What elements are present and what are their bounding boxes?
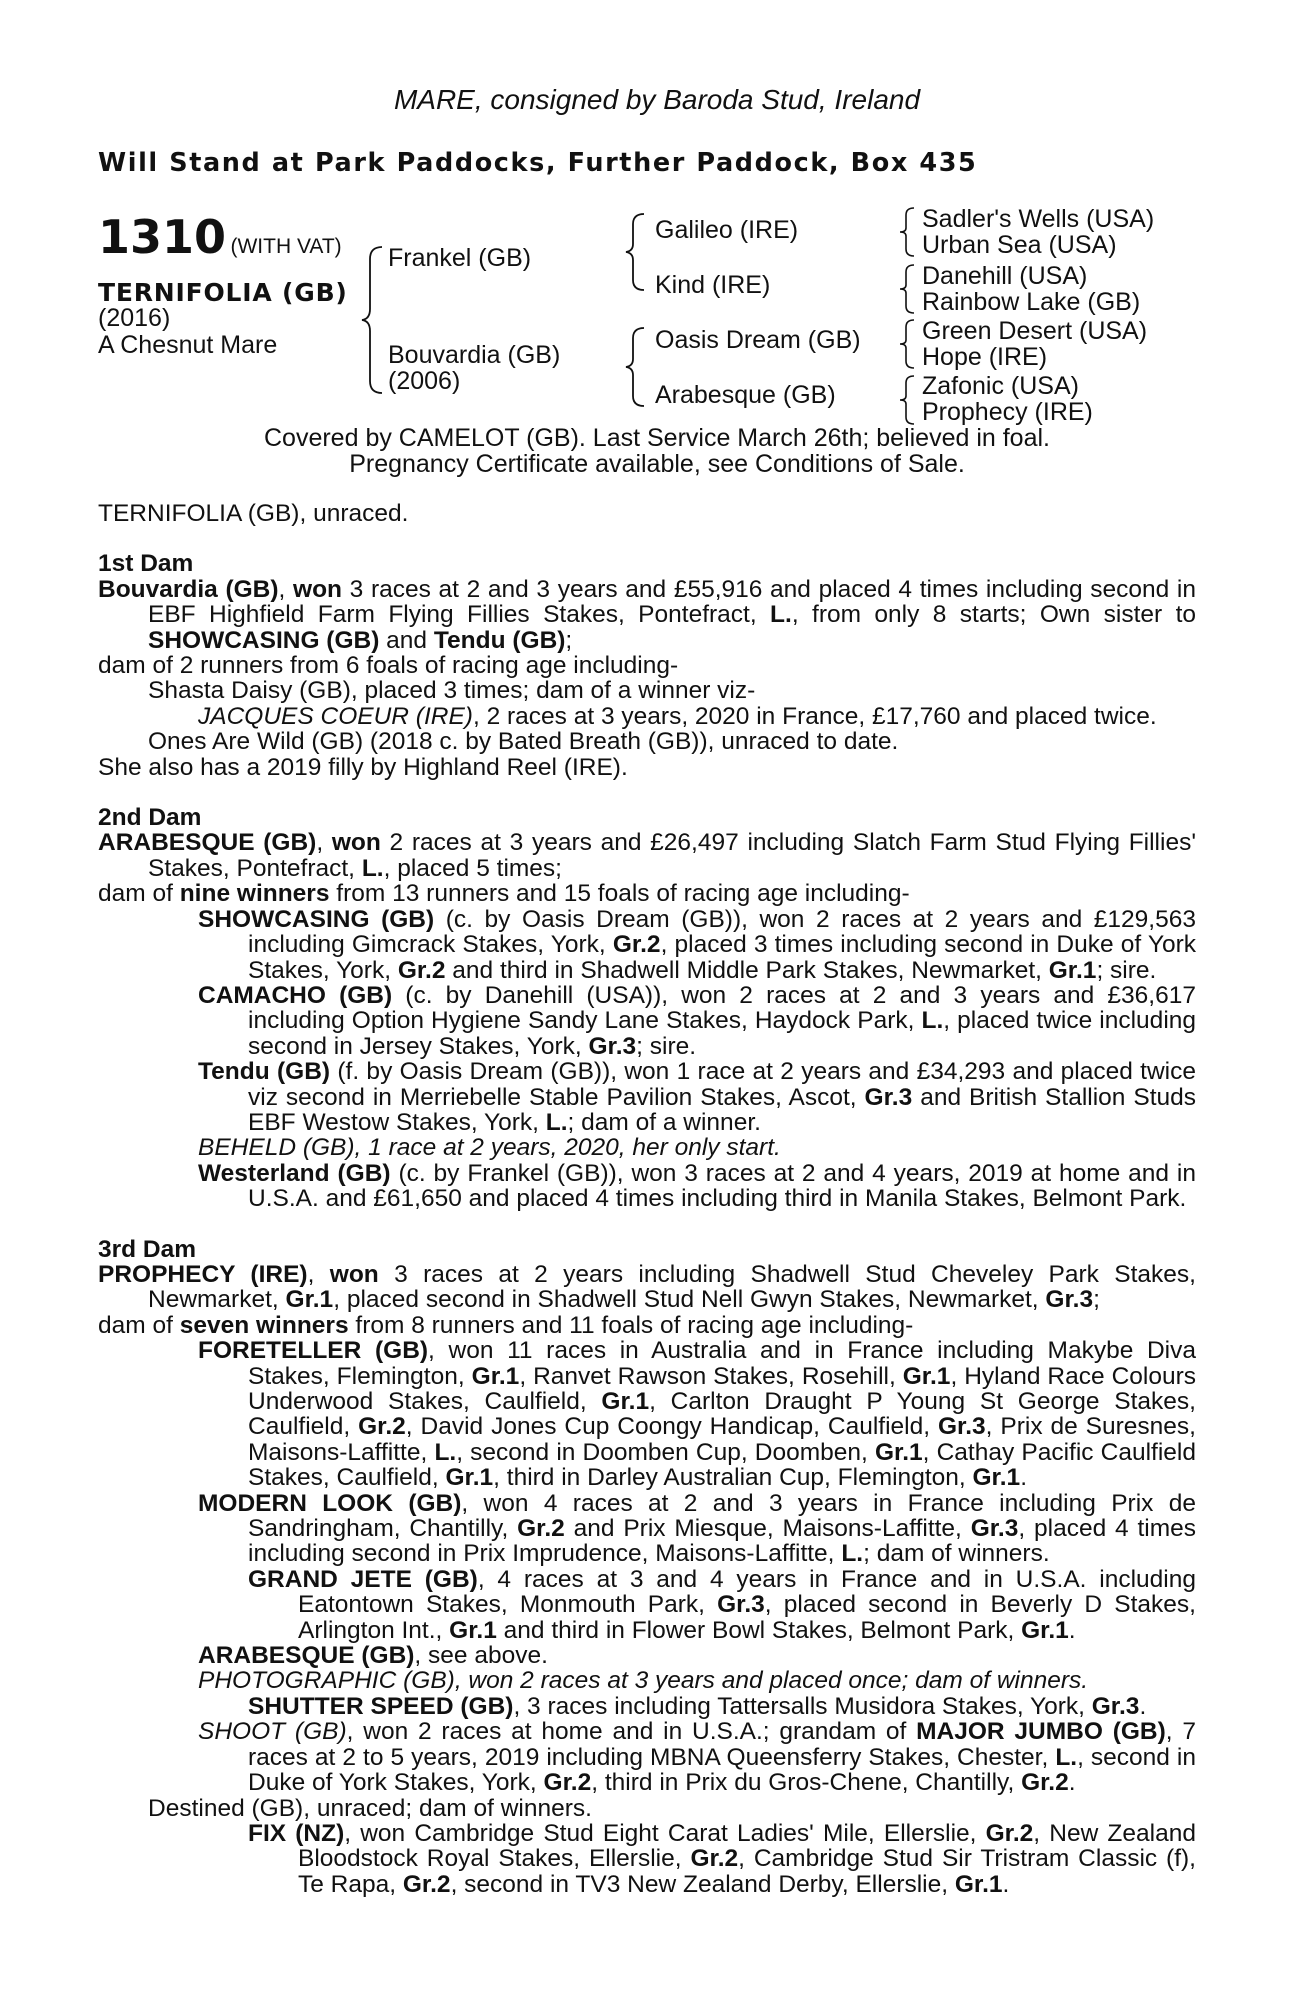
lot-number: 1310	[98, 210, 227, 264]
vat-note: (WITH VAT)	[230, 235, 342, 258]
produce-showcasing	[98, 907, 1196, 983]
produce-modern-look: MODERN LOOK (GB), won 4 races at 2 and 3 years in France including Prix de Sandringham, Chantilly, Gr.2 and Prix Miesque, Maisons-Laffitte, Gr.3, placed 4 times including second in Prix Imprudence, Maisons-Laffitte, L.; dam of winners.	[198, 1489, 1196, 1568]
first-dam-text-2: , from only 8 starts; Own sister to	[791, 601, 1196, 629]
produce-shasta-daisy: Shasta Daisy (GB), placed 3 times; dam of a winner viz-	[148, 677, 756, 705]
text: ;	[1093, 1286, 1100, 1314]
semicolon: ;	[565, 626, 573, 654]
first-dam-name: Bouvardia (GB)	[98, 575, 279, 603]
won-label: won	[331, 829, 381, 857]
text: , placed second in Shadwell Stud Nell Gwyn Stakes, Newmarket,	[333, 1286, 1046, 1314]
third-dam-produce-intro	[98, 1313, 1196, 1338]
second-dam-text-2: , placed 5 times;	[383, 854, 562, 882]
text: (f. by Oasis Dream (GB)), won 1 race at 2 years and £34,293 and placed twice viz second in Merriebelle Stable Pavilion Stakes, Ascot,	[248, 1058, 1196, 1111]
covering-line-1: Covered by CAMELOT (GB). Last Service March 26th; believed in foal.	[264, 424, 1050, 452]
produce-jacques-coeur	[98, 704, 1196, 729]
pedigree-brace-4c	[898, 318, 918, 370]
third-dam-record: PROPHECY (IRE), won 3 races at 2 years including Shadwell Stud Cheveley Park Stakes, Newmarket, Gr.1, placed second in Shadwell Stud Nell Gwyn Stakes, Newmarket, Gr.3;	[98, 1260, 1196, 1314]
listed-label: L.	[921, 1007, 944, 1035]
arabesque-name: ARABESQUE (GB)	[198, 1642, 415, 1670]
pedigree-sdd: Rainbow Lake (GB)	[922, 288, 1141, 316]
produce-2019-filly: She also has a 2019 filly by Highland Reel (IRE).	[98, 753, 628, 781]
lot-name: TERNIFOLIA (GB)	[98, 278, 348, 307]
pedigree-dam-dam: Arabesque (GB)	[655, 381, 836, 409]
pedigree-ssd: Urban Sea (USA)	[922, 231, 1117, 259]
produce-ones-are-wild: Ones Are Wild (GB) (2018 c. by Bated Breath (GB)), unraced to date.	[148, 728, 899, 756]
grade-label: Gr.1	[1048, 956, 1097, 984]
pedigree-dam-year: (2006)	[388, 367, 461, 395]
grade-label: Gr.3	[1045, 1286, 1094, 1314]
first-dam-text: 3 races at 2 and 3 years and £55,916 and placed 4 times including second in EBF Highfield Farm Flying Fillies Stakes, Pontefract,	[148, 575, 1196, 629]
second-dam-text: 2 races at 3 years and £26,497 including Slatch Farm Stud Flying Fillies' Stakes, Pontefract,	[148, 829, 1196, 882]
pedigree-brace-sire-dam	[360, 245, 390, 395]
text: (c. by Danehill (USA)), won 2 races at 2 and 3 years and £36,617 including Option Hygiene Sandy Lane Stakes, Haydock Park,	[248, 981, 1196, 1035]
produce-photographic: PHOTOGRAPHIC (GB), won 2 races at 3 years and placed once; dam of winners.	[198, 1667, 1089, 1695]
second-dam-heading: 2nd Dam	[98, 804, 202, 832]
covering-line-2: Pregnancy Certificate available, see Conditions of Sale.	[349, 450, 965, 478]
foreteller-name: FORETELLER (GB)	[198, 1337, 429, 1365]
lot-year: (2016)	[98, 304, 171, 332]
dam-of: dam of	[98, 1311, 180, 1339]
pedigree-brace-4d	[898, 374, 918, 426]
second-dam-record: ARABESQUE (GB), won 2 races at 3 years and £26,497 including Slatch Farm Stud Flying Fillies' Stakes, Pontefract, L., placed 5 times;	[98, 829, 1196, 882]
produce-tendu	[98, 1059, 1196, 1135]
pedigree-sire: Frankel (GB)	[388, 244, 532, 272]
showcasing-name: SHOWCASING (GB)	[198, 905, 435, 933]
text: 3 races at 2 years including Shadwell Stud Cheveley Park Stakes, Newmarket,	[148, 1260, 1196, 1314]
westerland-name: Westerland (GB)	[198, 1159, 391, 1187]
shoot-name: SHOOT (GB)	[198, 1718, 347, 1746]
third-dam-name: PROPHECY (IRE)	[98, 1260, 308, 1288]
text: , placed twice including second in Jersey Stakes, York,	[248, 1007, 1197, 1060]
pedigree-ddd: Prophecy (IRE)	[922, 398, 1093, 426]
pedigree-dam: Bouvardia (GB)	[388, 341, 561, 369]
text: and British Stallion Studs EBF Westow Stakes, York,	[248, 1083, 1197, 1136]
second-dam-name: ARABESQUE (GB)	[98, 829, 317, 857]
camacho-name: CAMACHO (GB)	[198, 981, 393, 1009]
pedigree-sire-dam: Kind (IRE)	[655, 271, 771, 299]
grand-jete-name: GRAND JETE (GB)	[248, 1565, 478, 1593]
jacques-coeur-name: JACQUES COEUR (IRE)	[198, 702, 473, 730]
pedigree-sire-sire: Galileo (IRE)	[655, 216, 799, 244]
modern-look-name: MODERN LOOK (GB)	[198, 1489, 462, 1517]
produce-fix: FIX (NZ), won Cambridge Stud Eight Carat Ladies' Mile, Ellerslie, Gr.2, New Zealand Bloodstock Royal Stakes, Ellerslie, Gr.2, Cambridge Stud Sir Tristram Classic (f), Te Rapa, Gr.2, second in TV3 New Zealand Derby, Ellerslie, Gr.1.	[248, 1819, 1196, 1898]
dam-of: dam of	[98, 880, 180, 908]
third-dam-heading: 3rd Dam	[98, 1235, 197, 1263]
first-dam-heading: 1st Dam	[98, 550, 194, 578]
grade-label: Gr.2	[612, 931, 661, 959]
intro-line: TERNIFOLIA (GB), unraced.	[98, 500, 409, 527]
major-jumbo-name: MAJOR JUMBO (GB)	[916, 1718, 1166, 1746]
produce-foreteller: FORETELLER (GB), won 11 races in Australia and in France including Makybe Diva Stakes, Flemington, Gr.1, Ranvet Rawson Stakes, Rosehill, Gr.1, Hyland Race Colours Underwood Stakes, Caulfield, Gr.1, Carlton Draught P Young St George Stakes, Caulfield, Gr.2, David Jones Cup Coongy Handicap, Caulfield, Gr.3, Prix de Suresnes, Maisons-Laffitte, L., second in Doomben Cup, Doomben, Gr.1, Cathay Pacific Caulfield Stakes, Caulfield, Gr.1, third in Darley Australian Cup, Flemington, Gr.1.	[198, 1337, 1197, 1492]
produce-beheld: BEHELD (GB), 1 race at 2 years, 2020, her only start.	[198, 1134, 781, 1162]
pedigree-dsd: Hope (IRE)	[922, 343, 1048, 371]
won-label: won	[329, 1260, 379, 1288]
produce-intro-rest: from 13 runners and 15 foals of racing age including-	[329, 880, 910, 908]
pedigree-dss: Green Desert (USA)	[922, 317, 1148, 345]
text: and third in Shadwell Middle Park Stakes, Newmarket,	[445, 956, 1049, 984]
lot-description: A Chesnut Mare	[98, 331, 278, 359]
pedigree-dam-sire: Oasis Dream (GB)	[655, 326, 861, 354]
and-text: and	[379, 626, 434, 654]
pedigree-brace-dam-line	[624, 326, 650, 408]
sibling-tendu: Tendu (GB)	[433, 626, 566, 654]
fix-name: FIX (NZ)	[248, 1819, 345, 1847]
produce-intro-rest: from 8 runners and 11 foals of racing age including-	[348, 1311, 914, 1339]
lot-number-row	[98, 210, 342, 264]
shutter-speed-name: SHUTTER SPEED (GB)	[248, 1692, 514, 1720]
pedigree-brace-sire-line	[624, 212, 650, 292]
stand-line: Will Stand at Park Paddocks, Further Paddock, Box 435	[98, 148, 978, 178]
first-dam-produce-intro: dam of 2 runners from 6 foals of racing age including-	[98, 652, 679, 680]
catalogue-body	[98, 501, 1196, 1897]
grade-label: Gr.1	[285, 1286, 334, 1314]
text: ; sire.	[1096, 956, 1157, 984]
text: ; dam of a winner.	[567, 1108, 761, 1136]
produce-shutter-speed: SHUTTER SPEED (GB), 3 races including Tattersalls Musidora Stakes, York, Gr.3.	[248, 1692, 1147, 1720]
listed-label: L.	[770, 601, 792, 629]
produce-grand-jete: GRAND JETE (GB), 4 races at 3 and 4 years in France and in U.S.A. including Eatontown Stakes, Monmouth Park, Gr.3, placed second in Beverly D Stakes, Arlington Int., Gr.1 and third in Flower Bowl Stakes, Belmont Park, Gr.1.	[248, 1565, 1196, 1644]
grade-label: Gr.3	[588, 1032, 637, 1060]
text: , placed 3 times including second in Duke of York Stakes, York,	[248, 931, 1196, 984]
text: ; sire.	[636, 1032, 697, 1060]
nine-winners: nine winners	[179, 880, 330, 908]
pedigree-sds: Danehill (USA)	[922, 262, 1088, 290]
tendu-name: Tendu (GB)	[198, 1058, 331, 1086]
listed-label: L.	[361, 854, 384, 882]
sibling-showcasing: SHOWCASING (GB)	[148, 626, 380, 654]
jacques-coeur-text: , 2 races at 3 years, 2020 in France, £17,760 and placed twice.	[472, 702, 1157, 730]
text: (c. by Frankel (GB)), won 3 races at 2 and 4 years, 2019 at home and in U.S.A. and £61,650 and placed 4 times including third in Manila Stakes, Belmont Park.	[248, 1159, 1196, 1213]
grade-label: Gr.2	[397, 956, 446, 984]
produce-westerland	[98, 1161, 1196, 1212]
pedigree-dds: Zafonic (USA)	[922, 372, 1079, 400]
grade-label: Gr.3	[864, 1083, 913, 1111]
pedigree-sss: Sadler's Wells (USA)	[922, 205, 1155, 233]
produce-shoot: SHOOT (GB), won 2 races at home and in U.S.A.; grandam of MAJOR JUMBO (GB), 7 races at 2 to 5 years, 2019 including MBNA Queensferry Stakes, Chester, L., second in Duke of York Stakes, York, Gr.2, third in Prix du Gros-Chene, Chantilly, Gr.2.	[198, 1718, 1196, 1797]
seven-winners: seven winners	[179, 1311, 349, 1339]
pedigree-brace-4a	[898, 206, 918, 258]
won-label: won	[293, 575, 343, 603]
second-dam-produce-intro	[98, 881, 1196, 906]
produce-destined: Destined (GB), unraced; dam of winners.	[148, 1794, 592, 1822]
listed-label: L.	[545, 1108, 568, 1136]
pedigree-brace-4b	[898, 263, 918, 315]
produce-camacho	[98, 983, 1196, 1059]
consignor-line: MARE, consigned by Baroda Stud, Ireland	[393, 84, 921, 115]
first-dam-record: Bouvardia (GB), won 3 races at 2 and 3 years and £55,916 and placed 4 times including second in EBF Highfield Farm Flying Fillies Stakes, Pontefract, L., from only 8 starts; Own sister to SHOWCASING (GB) and Tendu (GB);	[98, 575, 1196, 654]
text: (c. by Oasis Dream (GB)), won 2 races at 2 years and £129,563 including Gimcrack Stakes, York,	[248, 905, 1196, 959]
produce-arabesque: ARABESQUE (GB), see above.	[198, 1642, 548, 1670]
